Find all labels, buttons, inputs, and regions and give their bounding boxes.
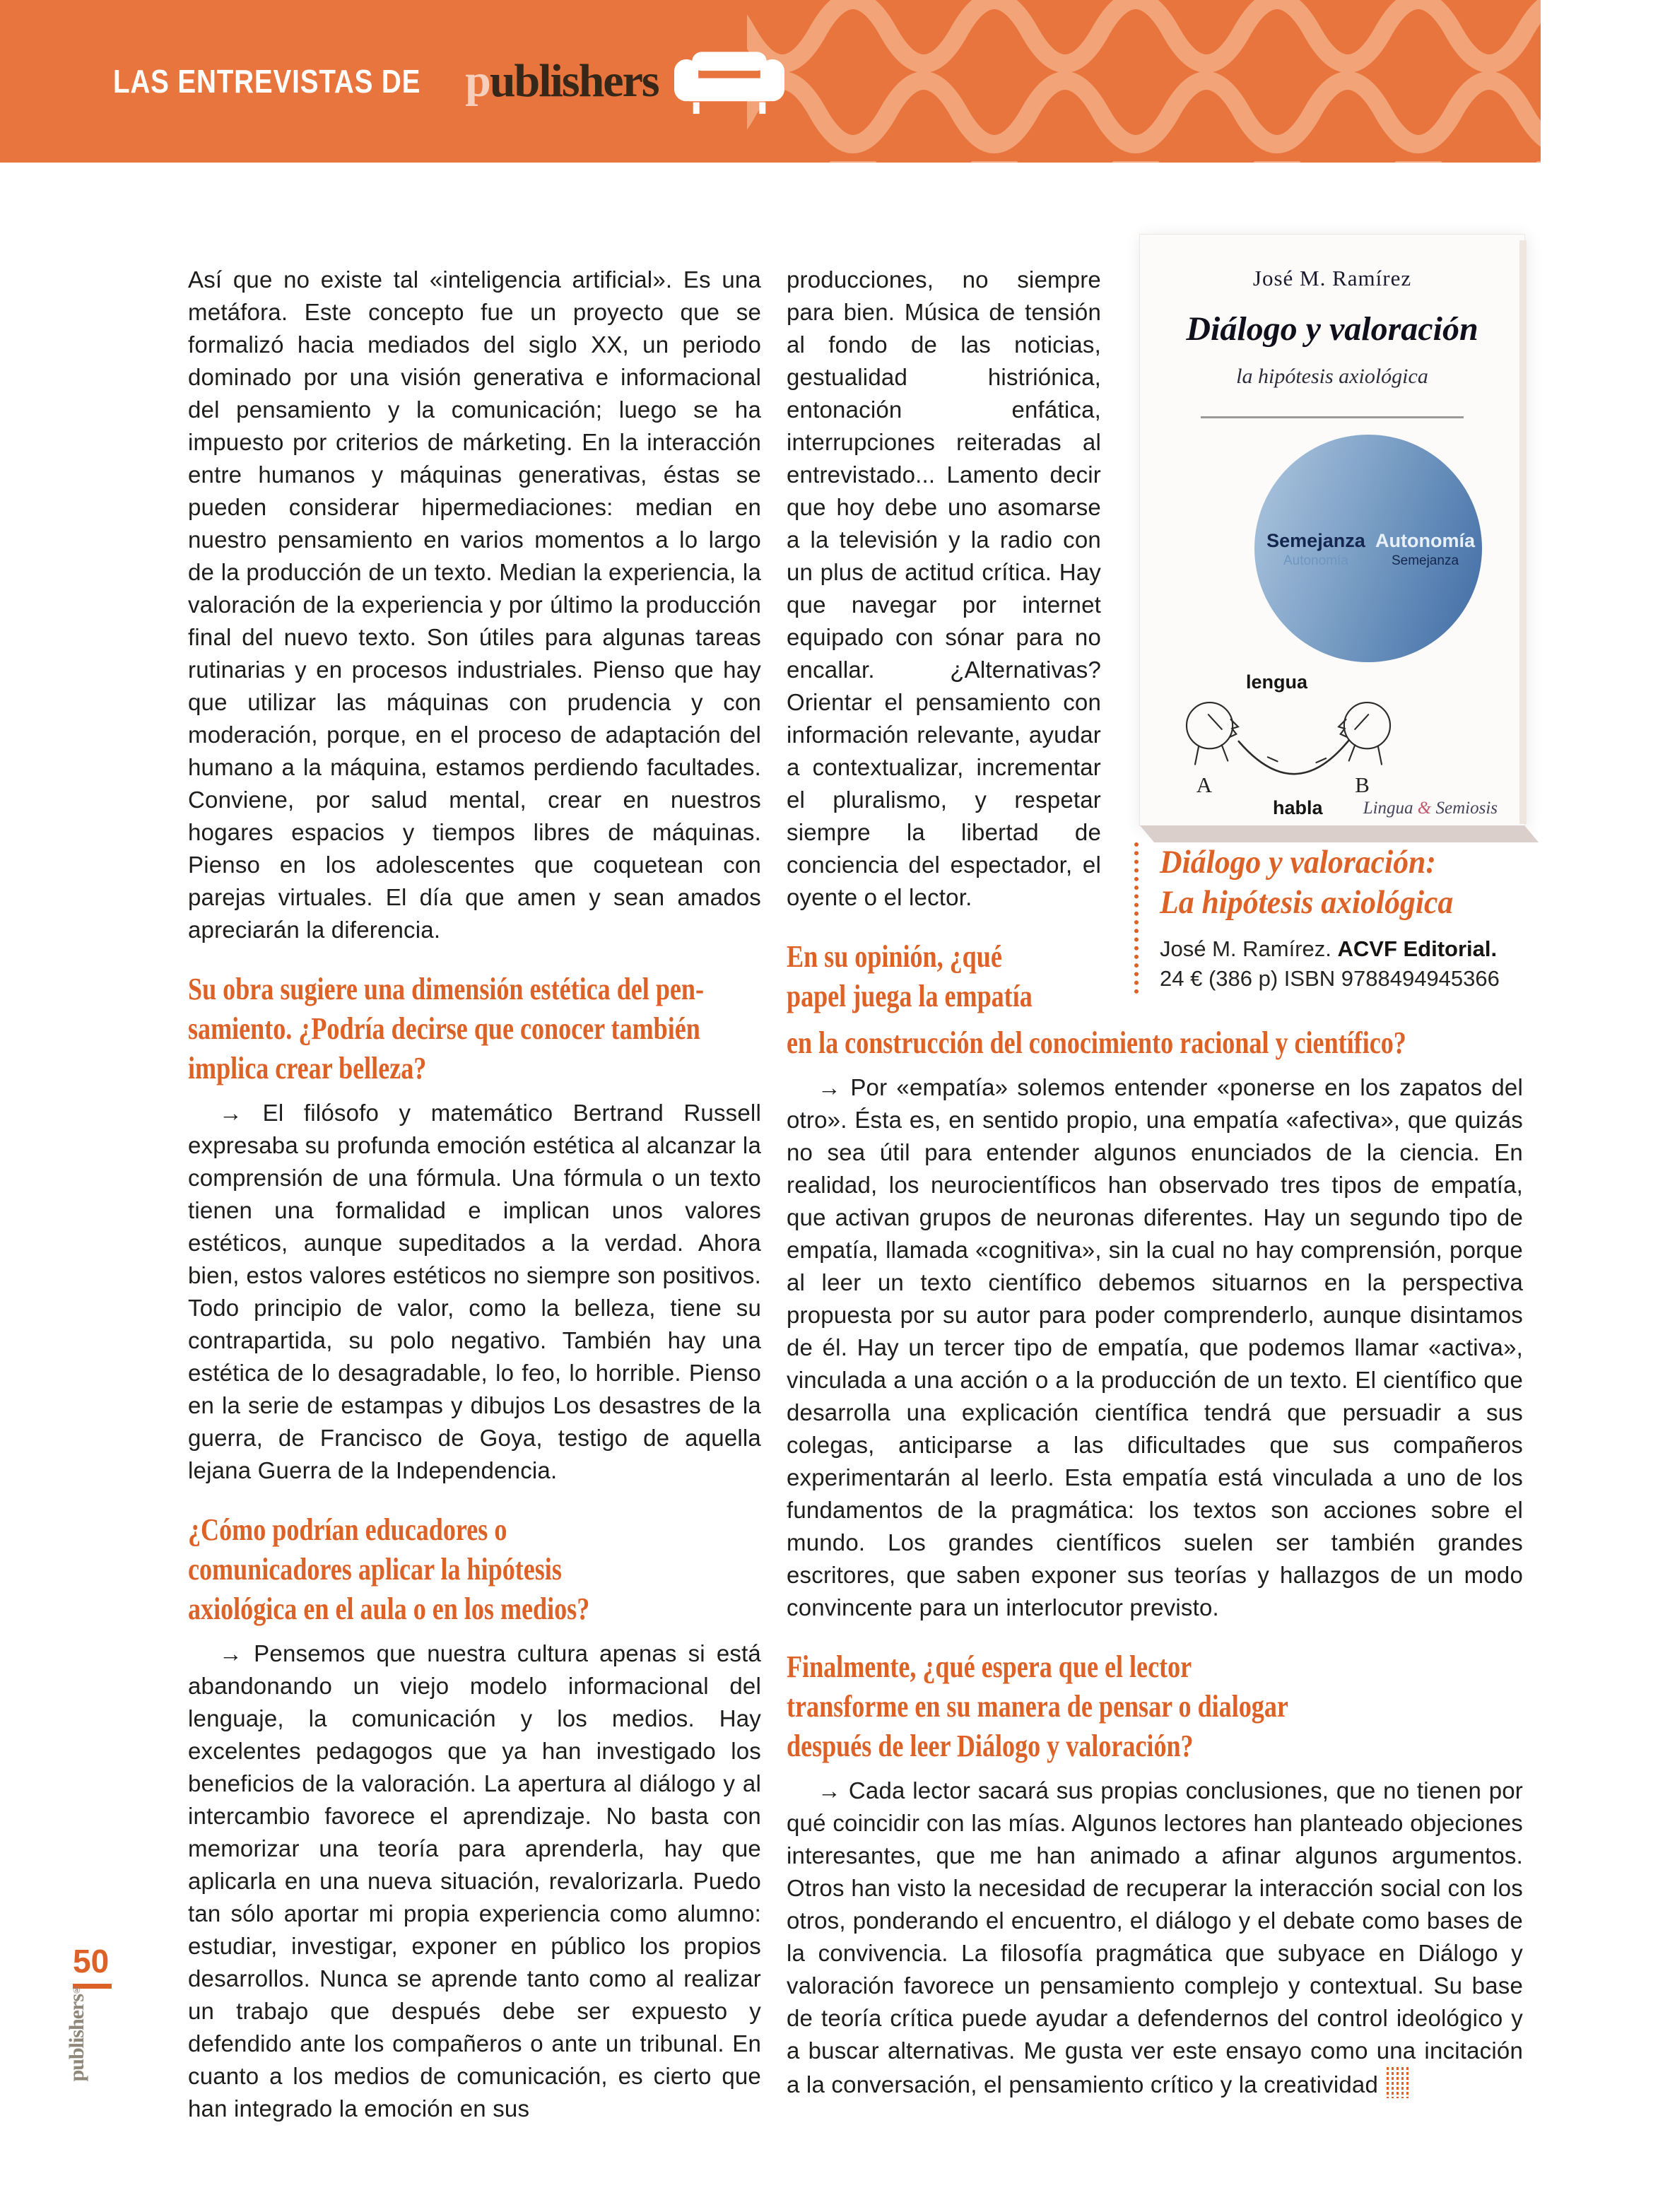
answer-paragraph: → El filósofo y matemático Bertrand Russell expresaba su profunda emoción estética al alcanzar la comprensión de una fórmula. Una fórmula o un texto tienen una formalidad e implican unos valores estéticos, aunque supeditados a la verdad. Ahora bien, estos valores estéticos no siempre son positivos. Todo principio de valor, como la belleza, tiene su contrapartida, su polo negativo. También hay una estética de lo desagradable, lo feo, lo horrible. Pienso en la serie de estampas y dibujos Los desastres de la guerra, de Francisco de Goya, testigo de aquella lejana Guerra de la Independencia. — [188, 1100, 761, 1483]
answer-paragraph — [787, 1775, 1523, 2101]
book-cover — [1139, 234, 1525, 826]
question-line: papel juega la empatía — [787, 979, 1033, 1013]
question-line: samiento. ¿Podría decirse que conocer también — [188, 1011, 700, 1046]
middle-column — [787, 240, 1101, 1025]
circle-label-sub: Autonomía — [1283, 553, 1348, 569]
imprint-part: Lingua — [1363, 799, 1418, 818]
interview-question — [188, 1510, 658, 1629]
answer-paragraph: Así que no existe tal «inteligencia artificial». Es una metáfora. Este concepto fue un proyecto que se formalizó hacia mediados del siglo XX, un periodo dominado por una visión generativa e informacional del pensamiento y la comunicación; luego se ha impuesto por criterios de márketing. En la interacción entre humanos y máquinas generativas, éstas se pueden considerar hipermediaciones: median en nuestro pensamiento en varios momentos a lo largo de la producción de un texto. Median la experiencia, la valoración de la experiencia y por último la producción final del nuevo texto. Son útiles para algunas tareas rutinarias y en procesos industriales. Pienso que hay que utilizar las máquinas con prudencia y con moderación, porque, en el proceso de adaptación del humano a la máquina, estamos perdiendo facultades. Conviene, por salud mental, crear en nuestros hogares espacios y tiempos libres de máquinas. Pienso en los adolescentes que coquetean con parejas virtuales. El día que amen y sean amados apreciarán la diferencia. — [188, 266, 761, 943]
book-author: José M. Ramírez — [1252, 266, 1412, 290]
answer-paragraph: producciones, no siempre para bien. Música de tensión al fondo de las noticias, gestualidad histriónica, entonación enfática, interrupciones reiteradas al entrevistado... Lamento decir que hoy debe uno asomarse a la televisión y la radio con un plus de actitud crítica. Hay que navegar por internet equipado con sónar para no encallar. ¿Alternativas? Orientar el pensamiento con información relevante, ayudar a contextualizar, incrementar el pluralismo, y respetar siempre la libertad de conciencia del espectador, el oyente o el lector. — [787, 266, 1101, 910]
book-subtitle: la hipótesis axiológica — [1236, 365, 1428, 388]
circle-label-main: Autonomía — [1375, 530, 1475, 552]
speaker-head-b — [1339, 702, 1390, 765]
speaker-a-label: A — [1196, 772, 1213, 797]
answer-text: → Cada lector sacará sus propias conclusiones, que no tienen por qué coincidir con las mías. Algunos lectores han planteado objeciones interesantes, que me han animado a afinar algunos argumentos. Otros han visto la necesidad de recuperar la interacción social con los otros, ponderando el encuentro, el diálogo y el debate como bases de la convivencia. La filosofía pragmática que subyace en Diálogo y valoración favorece un pensamiento complejo y contextual. Su base de teoría crítica puede ayudar a defendernos del control ideológico y a buscar alternativas. Me gusta ver este ensayo como una incitación a la conversación, el pensamiento crítico y la creatividad — [787, 1777, 1523, 2098]
caption-details: 24 € (386 p) ISBN 9788494945366 — [1160, 966, 1500, 991]
left-column — [188, 240, 761, 2148]
question-line: implica crear belleza? — [188, 1051, 427, 1086]
question-line: ¿Cómo podrían educadores o — [188, 1512, 507, 1547]
header-band — [0, 0, 1541, 163]
registered-mark: ® — [71, 1984, 82, 1994]
speaker-b-label: B — [1355, 772, 1370, 797]
interview-question-continued — [787, 1023, 1406, 1063]
interview-question — [188, 970, 705, 1088]
book-imprint — [1363, 799, 1498, 818]
question-line: en la construcción del conocimiento racional y científico? — [787, 1025, 1406, 1060]
question-line: Finalmente, ¿qué espera que el lector — [787, 1649, 1192, 1684]
section-kicker: LAS ENTREVISTAS DE — [113, 63, 421, 100]
caption-publisher: ACVF Editorial. — [1337, 936, 1498, 961]
question-line: axiológica en el aula o en los medios? — [188, 1592, 590, 1626]
speakers-diagram — [1161, 694, 1416, 797]
question-line: En su opinión, ¿qué — [787, 939, 1002, 974]
book-caption — [1134, 842, 1556, 994]
circle-label-left — [1264, 530, 1368, 569]
right-column — [787, 1023, 1523, 2124]
answer-paragraph: → Por «empatía» solemos entender «ponerse en los zapatos del otro». Ésta es, en sentido propio, una empatía «afectiva», que quizás no sea útil para entender algunos enunciados de la ciencia. En realidad, los neurocientíficos han observado tres tipos de empatía, que activan grupos de neuronas diferentes. Hay un segundo tipo de empatía, llamada «cognitiva», sin la cual no hay comprensión, porque al leer un texto científico debemos situarnos en la perspectiva propuesta por su autor para poder comprenderlo, aunque disintamos de él. Hay un tercer tipo de empatía, que podemos llamar «activa», vinculada a una acción o a la producción de un texto. El científico que desarrolla una explicación científica tendrá que persuadir a sus colegas, anticiparse a las dificultades que sus compañeros experimentarán al leerlo. Esta empatía está vinculada a uno de los fundamentos de la pragmática: los textos son acciones sobre el mundo. Los grandes científicos suelen ser también grandes escritores, que saben exponer sus teorías y hallazgos de un modo convincente para un interlocutor previsto. — [787, 1074, 1523, 1620]
caption-title-line: Diálogo y valoración: — [1160, 844, 1436, 881]
end-of-article-marker — [1387, 2067, 1411, 2098]
question-line: comunicadores aplicar la hipótesis — [188, 1552, 562, 1587]
caption-credit — [1160, 934, 1556, 964]
footer-brand-vertical — [65, 1984, 89, 2081]
circle-label-sub: Semejanza — [1391, 553, 1459, 569]
brand-initial: p — [465, 55, 490, 107]
interview-question — [787, 1647, 1390, 1766]
question-line: transforme en su manera de pensar o dialogar — [787, 1689, 1288, 1724]
answer-paragraph: → Pensemos que nuestra cultura apenas si está abandonando un viejo modelo informacional del lenguaje, la comunicación y los medios. Hay excelentes pedagogos que ya han investigado los beneficios de la valoración. La apertura al diálogo y al intercambio favorece el aprendizaje. No basta con memorizar una teoría para aprenderla, hay que aplicarla en una nueva situación, revalorizarla. Puedo tan sólo aportar mi propia experiencia como alumno: estudiar, investigar, exponer en público los propios desarrollos. Nunca se aprende tanto como al realizar un trabajo que después debe ser expuesto y defendido ante los compañeros o ante un tribunal. En cuanto a los medios de comunicación, es cierto que han integrado la emoción en sus — [188, 1640, 761, 2122]
brand-wordmark — [465, 54, 658, 108]
question-line: Su obra sugiere una dimensión estética del pen- — [188, 972, 705, 1006]
book-label-lengua: lengua — [1246, 671, 1308, 693]
page-number-value: 50 — [73, 1942, 112, 1989]
caption-title-line: La hipótesis axiológica — [1160, 884, 1454, 921]
wave-pattern-decoration — [747, 0, 1541, 163]
caption-title — [1160, 842, 1528, 923]
circle-label-right — [1372, 530, 1477, 569]
book-diagram-circle — [1254, 435, 1482, 662]
sofa-icon — [673, 47, 786, 120]
brand-rest: ublishers — [489, 55, 659, 107]
circle-label-main: Semejanza — [1266, 530, 1365, 552]
page-number — [73, 1942, 112, 1989]
imprint-part: Semiosis — [1431, 799, 1498, 818]
imprint-ampersand: & — [1417, 799, 1432, 818]
speaker-head-a — [1187, 702, 1238, 765]
book-bottom-edge — [1140, 825, 1539, 842]
question-line: después de leer Diálogo y valoración? — [787, 1729, 1194, 1763]
interview-question — [787, 937, 1045, 1016]
footer-brand-text: publishers — [65, 1994, 88, 2082]
magazine-logo — [113, 0, 786, 163]
caption-author: José M. Ramírez. — [1160, 936, 1338, 961]
book-divider — [1201, 416, 1464, 418]
book-label-habla: habla — [1273, 797, 1323, 818]
book-title: Diálogo y valoración — [1186, 310, 1478, 348]
